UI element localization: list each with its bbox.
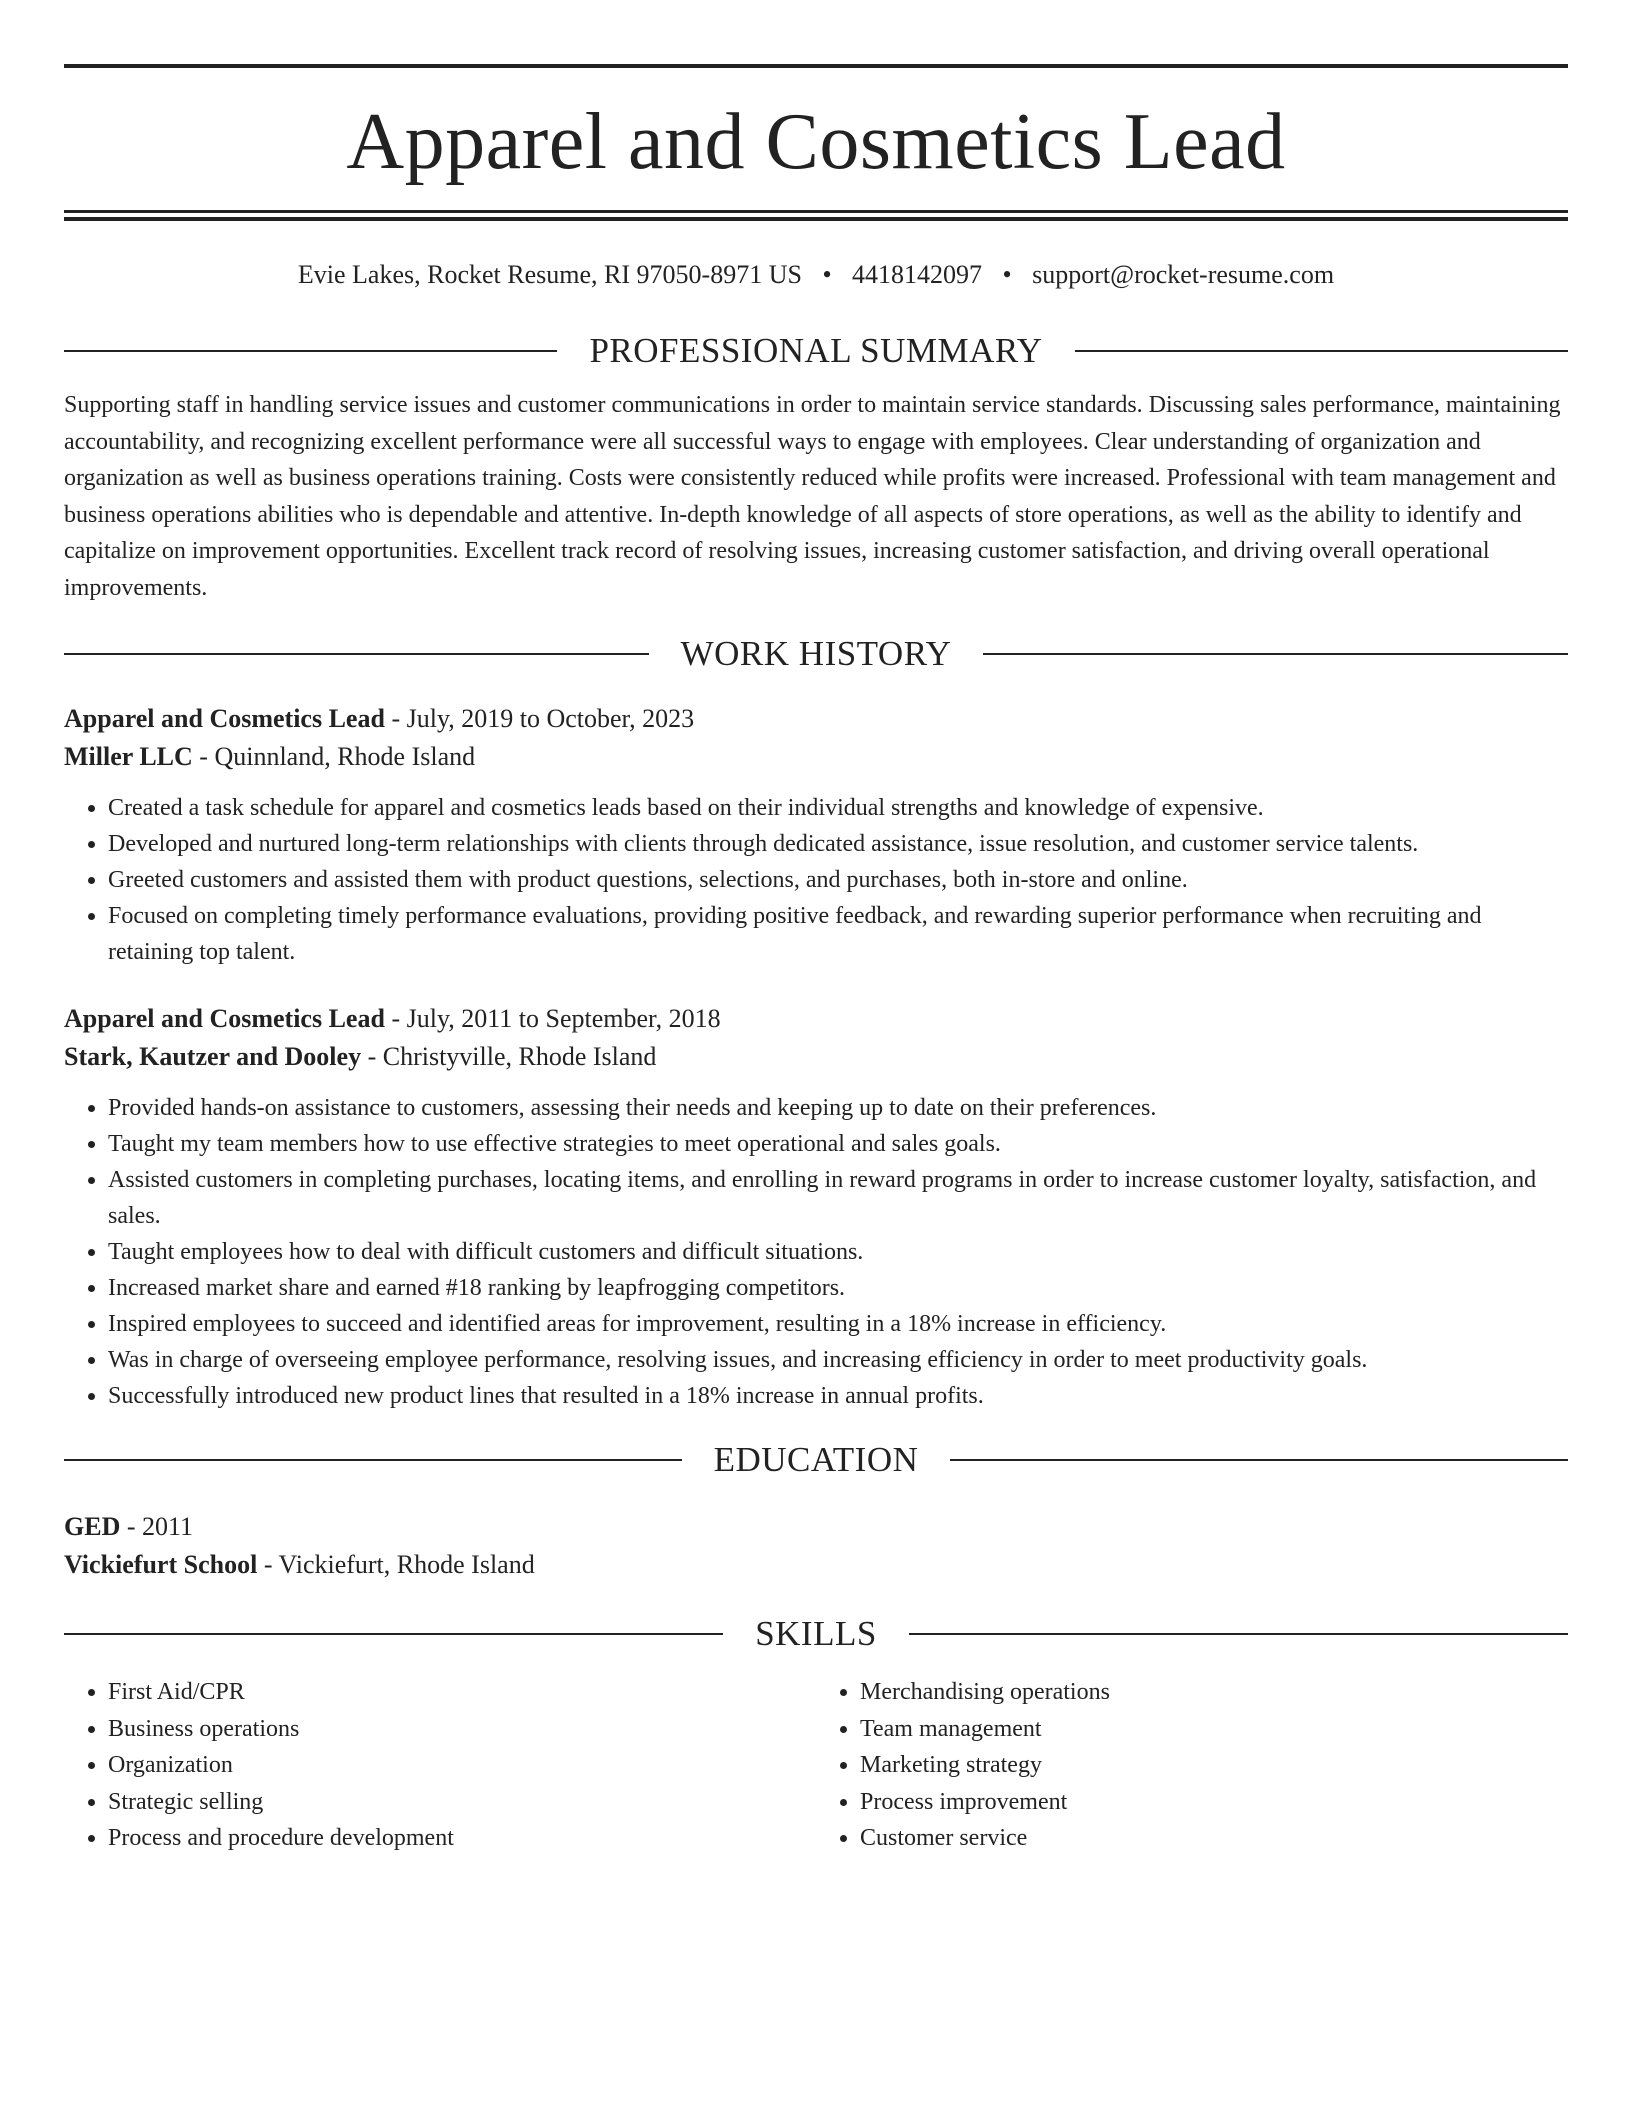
job-bullet: • Inspired employees to succeed and identified areas for improvement, resulting in a 18% increase in efficiency. bbox=[108, 1306, 1568, 1342]
job-entry bbox=[64, 1000, 1568, 1414]
summary-section-header bbox=[64, 325, 1568, 377]
contact-separator: • bbox=[1002, 260, 1012, 289]
contact-phone: 4418142097 bbox=[852, 260, 983, 289]
job-bullet: • Developed and nurtured long-term relationships with clients through dedicated assistance, issue resolution, and customer service talents. bbox=[108, 826, 1568, 862]
skill-item: • Organization bbox=[108, 1747, 816, 1784]
job-bullets bbox=[64, 1090, 1568, 1414]
section-rule bbox=[64, 653, 649, 655]
job-company-line bbox=[64, 1038, 1568, 1076]
section-rule bbox=[64, 1459, 682, 1461]
skills-list-left bbox=[64, 1674, 816, 1857]
job-bullet: • Taught employees how to deal with difficult customers and difficult situations. bbox=[108, 1234, 1568, 1270]
skill-item: • Marketing strategy bbox=[860, 1747, 1568, 1784]
skill-item: • Customer service bbox=[860, 1820, 1568, 1857]
job-bullet: • Taught my team members how to use effective strategies to meet operational and sales goals. bbox=[108, 1126, 1568, 1162]
job-bullet: • Successfully introduced new product lines that resulted in a 18% increase in annual profits. bbox=[108, 1378, 1568, 1414]
job-dates: - July, 2019 to October, 2023 bbox=[384, 704, 695, 733]
contact-email: support@rocket-resume.com bbox=[1032, 260, 1335, 289]
education-section-header bbox=[64, 1434, 1568, 1486]
contact-address: Evie Lakes, Rocket Resume, RI 97050-8971 US bbox=[297, 260, 802, 289]
work-heading: WORK HISTORY bbox=[680, 634, 952, 673]
skill-item: • First Aid/CPR bbox=[108, 1674, 816, 1711]
job-bullet: • Provided hands-on assistance to customers, assessing their needs and keeping up to date on their preferences. bbox=[108, 1090, 1568, 1126]
job-company: Stark, Kautzer and Dooley bbox=[64, 1042, 362, 1071]
resume-title: Apparel and Cosmetics Lead bbox=[346, 98, 1286, 186]
job-location: - Christyville, Rhode Island bbox=[361, 1042, 657, 1071]
job-dates: - July, 2011 to September, 2018 bbox=[384, 1004, 721, 1033]
education-degree-line bbox=[64, 1508, 1568, 1546]
job-bullet: • Created a task schedule for apparel and cosmetics leads based on their individual strengths and knowledge of expensive. bbox=[108, 790, 1568, 826]
section-rule bbox=[983, 653, 1568, 655]
skill-item: • Strategic selling bbox=[108, 1784, 816, 1821]
job-title-line bbox=[64, 700, 1568, 738]
skills-list-right bbox=[816, 1674, 1568, 1857]
education-degree: GED bbox=[64, 1512, 121, 1541]
job-title-line bbox=[64, 1000, 1568, 1038]
section-rule bbox=[64, 350, 557, 352]
contact-separator: • bbox=[822, 260, 832, 289]
education-year: - 2011 bbox=[120, 1512, 194, 1541]
job-title: Apparel and Cosmetics Lead bbox=[64, 704, 385, 733]
title-double-rule bbox=[64, 210, 1568, 221]
section-rule bbox=[909, 1633, 1568, 1635]
skill-item: • Merchandising operations bbox=[860, 1674, 1568, 1711]
skill-item: • Process and procedure development bbox=[108, 1820, 816, 1857]
skills-heading: SKILLS bbox=[755, 1614, 877, 1653]
job-title: Apparel and Cosmetics Lead bbox=[64, 1004, 385, 1033]
education-entry bbox=[64, 1508, 1568, 1584]
skill-item: • Process improvement bbox=[860, 1784, 1568, 1821]
education-heading: EDUCATION bbox=[713, 1440, 919, 1479]
education-school: Vickiefurt School bbox=[64, 1550, 258, 1579]
education-location: - Vickiefurt, Rhode Island bbox=[257, 1550, 535, 1579]
section-rule bbox=[950, 1459, 1568, 1461]
job-location: - Quinnland, Rhode Island bbox=[192, 742, 476, 771]
job-bullets bbox=[64, 790, 1568, 970]
skills-section-header bbox=[64, 1608, 1568, 1660]
job-bullet: • Was in charge of overseeing employee performance, resolving issues, and increasing efficiency in order to meet productivity goals. bbox=[108, 1342, 1568, 1378]
job-bullet: • Greeted customers and assisted them with product questions, selections, and purchases, both in-store and online. bbox=[108, 862, 1568, 898]
top-rule bbox=[64, 64, 1568, 68]
job-bullet: • Assisted customers in completing purchases, locating items, and enrolling in reward programs in order to increase customer loyalty, satisfaction, and sales. bbox=[108, 1162, 1568, 1234]
job-bullet: • Increased market share and earned #18 ranking by leapfrogging competitors. bbox=[108, 1270, 1568, 1306]
education-school-line bbox=[64, 1546, 1568, 1584]
contact-line bbox=[64, 255, 1568, 295]
section-rule bbox=[64, 1633, 723, 1635]
job-company-line bbox=[64, 738, 1568, 776]
work-section-header bbox=[64, 628, 1568, 680]
job-company: Miller LLC bbox=[64, 742, 193, 771]
job-bullet: • Focused on completing timely performance evaluations, providing positive feedback, and rewarding superior performance when recruiting and retaining top talent. bbox=[108, 898, 1568, 970]
section-rule bbox=[1075, 350, 1568, 352]
summary-text: Supporting staff in handling service issues and customer communications in order to maintain service standards. Discussing sales performance, maintaining accountability, and recognizing excellent performance were all successful ways to engage with employees. Clear understanding of organization and organization as well as business operations training. Costs were consistently reduced while profits were increased. Professional with team management and business operations abilities who is dependable and attentive. In-depth knowledge of all aspects of store operations, as well as the ability to identify and capitalize on improvement opportunities. Excellent track record of resolving issues, increasing customer satisfaction, and driving overall operational improvements. bbox=[64, 392, 1561, 601]
skills-columns bbox=[64, 1674, 1568, 1857]
skill-item: • Team management bbox=[860, 1711, 1568, 1748]
summary-heading: PROFESSIONAL SUMMARY bbox=[589, 331, 1043, 370]
skill-item: • Business operations bbox=[108, 1711, 816, 1748]
job-entry bbox=[64, 700, 1568, 970]
